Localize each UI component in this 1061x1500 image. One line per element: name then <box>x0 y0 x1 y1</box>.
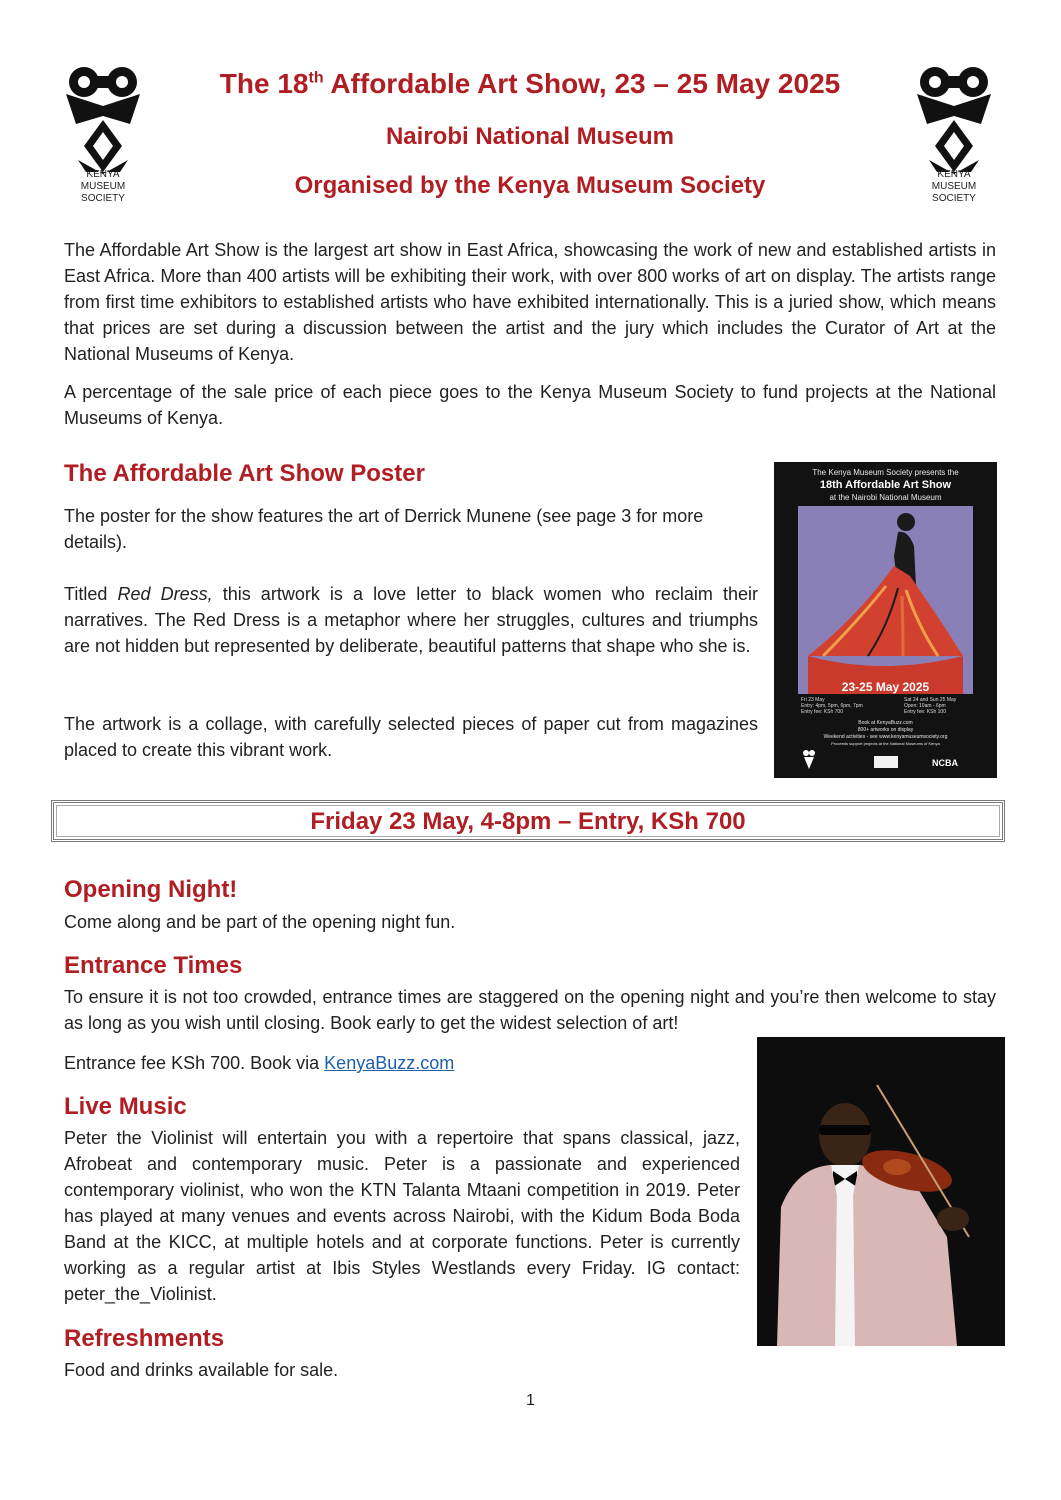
logo-text-line: KENYA <box>937 169 971 180</box>
poster-right-info: Entry fee: KSh 100 <box>904 709 946 715</box>
poster-left-info: Entry fee: KSh 700 <box>801 709 843 715</box>
poster-paragraph-2 <box>64 581 758 659</box>
friday-banner: Friday 23 May, 4-8pm – Entry, KSh 700 <box>51 800 1005 842</box>
page-number: 1 <box>526 1392 535 1409</box>
logo-text-line: KENYA <box>86 169 120 180</box>
intro-paragraph-2: A percentage of the sale price of each piece goes to the Kenya Museum Society to fund projects at the National Museums of Kenya. <box>64 382 996 428</box>
kms-logo-right <box>909 64 999 214</box>
logo-text-line: SOCIETY <box>932 193 976 204</box>
sponsor-logo-icon <box>874 756 898 768</box>
title-prefix: The 18 <box>219 68 309 99</box>
opening-text: Come along and be part of the opening night fun. <box>64 912 456 932</box>
poster-proceeds: Proceeds support projects at the National Museums of Kenya <box>831 741 940 746</box>
entrance-text: To ensure it is not too crowded, entrance times are staggered on the opening night and you’re then welcome to stay as long as you wish until closing. Book early to get the widest selection of art! <box>64 987 996 1033</box>
poster-right-info: Sat 24 and Sun 25 May <box>904 697 957 703</box>
title-suffix: Affordable Art Show, 23 – 25 May 2025 <box>323 68 841 99</box>
page-title <box>180 68 880 100</box>
kms-small-logo-icon <box>802 750 816 770</box>
violinist-photo <box>757 1037 1005 1346</box>
poster-section-heading: The Affordable Art Show Poster <box>64 460 425 487</box>
ncba-logo: NCBA <box>932 758 958 768</box>
kms-logo-left <box>58 64 148 214</box>
red-dress-artwork <box>798 506 973 694</box>
entrance-fee <box>64 1050 744 1076</box>
poster-paragraph-3: The artwork is a collage, with carefully selected pieces of paper cut from magazines placed to create this vibrant work. <box>64 714 758 760</box>
poster-p2-pre: Titled <box>64 584 118 604</box>
logo-text-line: MUSEUM <box>931 181 977 192</box>
art-show-poster <box>774 462 997 778</box>
violinist-figure <box>757 1037 1005 1346</box>
refreshments-text: Food and drinks available for sale. <box>64 1360 339 1380</box>
poster-works: 800+ artworks on display <box>857 727 914 733</box>
opening-heading: Opening Night! <box>64 876 238 903</box>
poster-weekend: Weekend activities - see www.kenyamuseumsociety.org <box>823 734 948 740</box>
venue-subtitle: Nairobi National Museum <box>385 123 675 150</box>
title-superscript: th <box>308 69 324 87</box>
poster-right-info: Open: 10am - 6pm <box>904 703 946 709</box>
poster-line-2: 18th Affordable Art Show <box>819 479 952 491</box>
poster-paragraph-1: The poster for the show features the art of Derrick Munene (see page 3 for more details). <box>64 506 704 552</box>
poster-left-info: Entry: 4pm, 5pm, 6pm, 7pm <box>801 703 863 709</box>
entrance-heading: Entrance Times <box>64 952 243 979</box>
music-heading: Live Music <box>64 1093 187 1120</box>
kenyabuzz-link[interactable]: KenyaBuzz.com <box>324 1053 455 1073</box>
organiser-subtitle: Organised by the Kenya Museum Society <box>294 172 766 199</box>
refreshments-heading: Refreshments <box>64 1325 225 1352</box>
artwork-title: Red Dress, <box>117 584 213 604</box>
poster-line-1: The Kenya Museum Society presents the <box>812 468 959 477</box>
logo-text-line: SOCIETY <box>81 193 125 204</box>
entrance-fee-text: Entrance fee KSh 700. Book via <box>64 1053 325 1073</box>
poster-book: Book at KenyaBuzz.com <box>858 720 913 726</box>
poster-p2-post: this artwork is a love letter to black women who reclaim their narratives. The Red Dress is a metaphor where her struggles, cultures and triumphs are not hidden but represented by deliberate, beautiful patterns that shape who she is. <box>64 584 758 656</box>
music-text: Peter the Violinist will entertain you with a repertoire that spans classical, jazz, Afrobeat and contemporary music. Peter is a passionate and experienced contemporary violinist, who won the KTN Talanta Mtaani competition in 2019. Peter has played at many venues and events across Nairobi, with the Kidum Boda Boda Band at the KICC, at multiple hotels and at corporate functions. Peter is currently working as a regular artist at Ibis Styles Westlands every Friday. IG contact: peter_the_Violinist. <box>64 1128 740 1304</box>
poster-left-info: Fri 23 May <box>801 697 825 703</box>
poster-line-3: at the Nairobi National Museum <box>829 493 942 502</box>
intro-paragraph-1: The Affordable Art Show is the largest art show in East Africa, showcasing the work of new and established artists in East Africa. More than 400 artists will be exhibiting their work, with over 800 works of art on display. The artists range from first time exhibitors to established artists who have exhibited internationally. This is a juried show, which means that prices are set during a discussion between the artist and the jury which includes the Curator of Art at the National Museums of Kenya. <box>64 240 996 364</box>
logo-text-line: MUSEUM <box>80 181 126 192</box>
poster-dates: 23-25 May 2025 <box>841 680 930 694</box>
